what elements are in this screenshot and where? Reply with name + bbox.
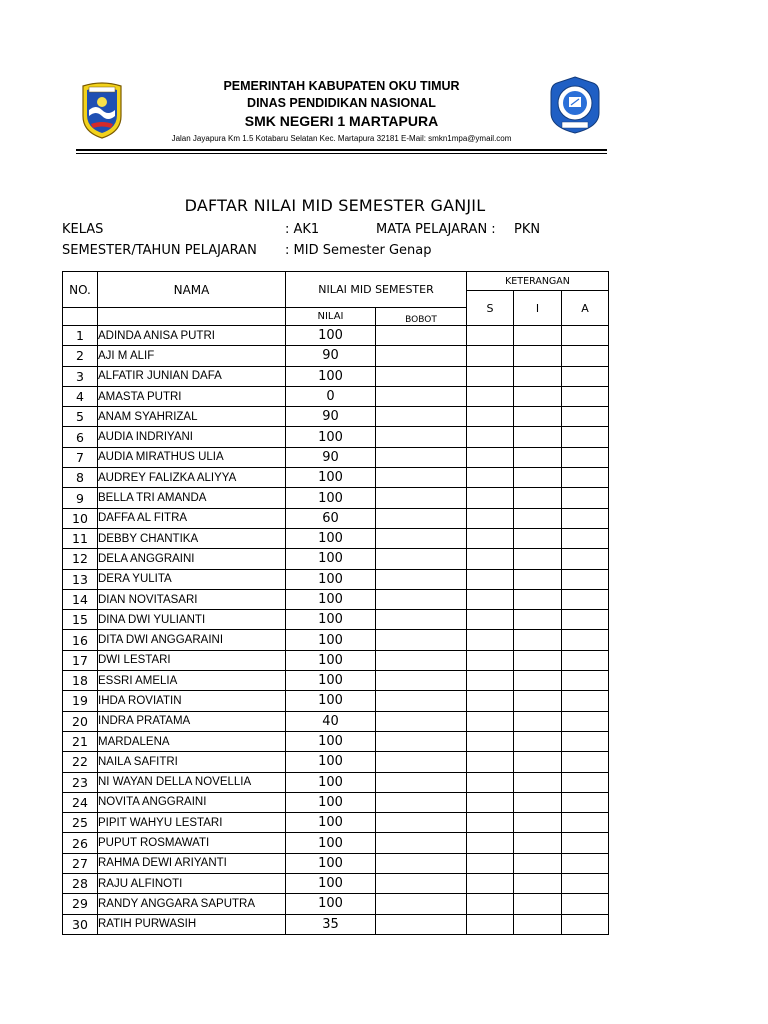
keterangan-a-cell xyxy=(562,427,609,447)
row-number: 19 xyxy=(63,691,98,711)
table-row xyxy=(63,346,609,366)
nilai-cell: 90 xyxy=(286,346,376,366)
table-row xyxy=(63,650,609,670)
bobot-cell xyxy=(376,711,467,731)
row-number: 7 xyxy=(63,447,98,467)
keterangan-s-cell xyxy=(467,853,514,873)
row-number: 14 xyxy=(63,589,98,609)
keterangan-a-cell xyxy=(562,549,609,569)
keterangan-i-cell xyxy=(514,630,562,650)
keterangan-s-cell xyxy=(467,711,514,731)
keterangan-s-cell xyxy=(467,752,514,772)
bobot-cell xyxy=(376,386,467,406)
nilai-cell: 100 xyxy=(286,671,376,691)
header-nilai: NILAI xyxy=(286,308,376,326)
nilai-cell: 100 xyxy=(286,366,376,386)
row-number: 20 xyxy=(63,711,98,731)
document-title: DAFTAR NILAI MID SEMESTER GANJIL xyxy=(184,196,486,215)
keterangan-s-cell xyxy=(467,508,514,528)
mata-pelajaran-label: MATA PELAJARAN : xyxy=(376,222,496,237)
keterangan-s-cell xyxy=(467,468,514,488)
student-name: NOVITA ANGGRAINI xyxy=(98,792,286,812)
keterangan-a-cell xyxy=(562,630,609,650)
row-number: 26 xyxy=(63,833,98,853)
nilai-cell: 100 xyxy=(286,772,376,792)
keterangan-a-cell xyxy=(562,447,609,467)
nilai-cell: 100 xyxy=(286,427,376,447)
header-bobot: BOBOT xyxy=(376,308,467,326)
row-number: 18 xyxy=(63,671,98,691)
student-name: INDRA PRATAMA xyxy=(98,711,286,731)
letterhead-department: DINAS PENDIDIKAN NASIONAL xyxy=(247,96,436,110)
keterangan-s-cell xyxy=(467,366,514,386)
nilai-cell: 100 xyxy=(286,630,376,650)
keterangan-i-cell xyxy=(514,671,562,691)
table-row xyxy=(63,508,609,528)
keterangan-a-cell xyxy=(562,874,609,894)
keterangan-i-cell xyxy=(514,508,562,528)
keterangan-i-cell xyxy=(514,792,562,812)
semester-value: : MID Semester Genap xyxy=(285,243,432,258)
bobot-cell xyxy=(376,650,467,670)
row-number: 9 xyxy=(63,488,98,508)
row-number: 28 xyxy=(63,874,98,894)
keterangan-a-cell xyxy=(562,894,609,914)
kelas-value: : AK1 xyxy=(285,222,320,237)
bobot-cell xyxy=(376,630,467,650)
student-name: AUDIA MIRATHUS ULIA xyxy=(98,447,286,467)
keterangan-a-cell xyxy=(562,813,609,833)
keterangan-s-cell xyxy=(467,650,514,670)
bobot-cell xyxy=(376,792,467,812)
keterangan-i-cell xyxy=(514,894,562,914)
bobot-cell xyxy=(376,407,467,427)
student-name: DELA ANGGRAINI xyxy=(98,549,286,569)
keterangan-i-cell xyxy=(514,914,562,934)
nilai-cell: 100 xyxy=(286,833,376,853)
bobot-cell xyxy=(376,528,467,548)
student-name: PIPIT WAHYU LESTARI xyxy=(98,813,286,833)
bobot-cell xyxy=(376,427,467,447)
nilai-cell: 35 xyxy=(286,914,376,934)
letterhead xyxy=(76,72,607,154)
student-name: ANAM SYAHRIZAL xyxy=(98,407,286,427)
table-row xyxy=(63,447,609,467)
grades-table xyxy=(62,271,609,935)
bobot-cell xyxy=(376,447,467,467)
keterangan-a-cell xyxy=(562,833,609,853)
keterangan-a-cell xyxy=(562,691,609,711)
keterangan-s-cell xyxy=(467,610,514,630)
bobot-cell xyxy=(376,671,467,691)
student-name: NAILA SAFITRI xyxy=(98,752,286,772)
table-row xyxy=(63,488,609,508)
keterangan-i-cell xyxy=(514,731,562,751)
row-number: 17 xyxy=(63,650,98,670)
letterhead-address: Jalan Jayapura Km 1.5 Kotabaru Selatan Kec. Martapura 32181 E-Mail: smkn1mpa@ymail.com xyxy=(171,134,512,143)
row-number: 25 xyxy=(63,813,98,833)
keterangan-i-cell xyxy=(514,813,562,833)
header-no: NO. xyxy=(63,272,98,308)
student-name: DINA DWI YULIANTI xyxy=(98,610,286,630)
table-row xyxy=(63,711,609,731)
keterangan-a-cell xyxy=(562,326,609,346)
mata-pelajaran-value: PKN xyxy=(514,222,541,237)
nilai-cell: 100 xyxy=(286,813,376,833)
bobot-cell xyxy=(376,366,467,386)
student-name: DITA DWI ANGGARAINI xyxy=(98,630,286,650)
keterangan-a-cell xyxy=(562,610,609,630)
student-name: RAHMA DEWI ARIYANTI xyxy=(98,853,286,873)
nilai-cell: 100 xyxy=(286,468,376,488)
row-number: 15 xyxy=(63,610,98,630)
nilai-cell: 40 xyxy=(286,711,376,731)
keterangan-a-cell xyxy=(562,488,609,508)
keterangan-i-cell xyxy=(514,488,562,508)
row-number: 24 xyxy=(63,792,98,812)
keterangan-i-cell xyxy=(514,326,562,346)
keterangan-i-cell xyxy=(514,772,562,792)
bobot-cell xyxy=(376,833,467,853)
student-name: IHDA ROVIATIN xyxy=(98,691,286,711)
row-number: 16 xyxy=(63,630,98,650)
nilai-cell: 100 xyxy=(286,792,376,812)
row-number: 21 xyxy=(63,731,98,751)
table-row xyxy=(63,630,609,650)
nilai-cell: 0 xyxy=(286,386,376,406)
row-number: 2 xyxy=(63,346,98,366)
keterangan-s-cell xyxy=(467,792,514,812)
table-row xyxy=(63,528,609,548)
nilai-cell: 100 xyxy=(286,589,376,609)
student-name: PUPUT ROSMAWATI xyxy=(98,833,286,853)
school-emblem-logo xyxy=(549,75,601,135)
row-number: 29 xyxy=(63,894,98,914)
header-s: S xyxy=(467,291,514,326)
student-name: ESSRI AMELIA xyxy=(98,671,286,691)
keterangan-a-cell xyxy=(562,711,609,731)
keterangan-s-cell xyxy=(467,427,514,447)
keterangan-i-cell xyxy=(514,366,562,386)
row-number: 6 xyxy=(63,427,98,447)
table-row xyxy=(63,326,609,346)
table-row xyxy=(63,366,609,386)
row-number: 23 xyxy=(63,772,98,792)
row-number: 8 xyxy=(63,468,98,488)
keterangan-s-cell xyxy=(467,488,514,508)
letterhead-school-name: SMK NEGERI 1 MARTAPURA xyxy=(244,113,439,129)
keterangan-s-cell xyxy=(467,630,514,650)
row-number: 10 xyxy=(63,508,98,528)
student-name: DIAN NOVITASARI xyxy=(98,589,286,609)
keterangan-s-cell xyxy=(467,731,514,751)
table-row xyxy=(63,813,609,833)
table-row xyxy=(63,752,609,772)
nilai-cell: 100 xyxy=(286,894,376,914)
table-row xyxy=(63,772,609,792)
row-number: 27 xyxy=(63,853,98,873)
nilai-cell: 90 xyxy=(286,447,376,467)
row-number: 22 xyxy=(63,752,98,772)
table-row xyxy=(63,569,609,589)
bobot-cell xyxy=(376,813,467,833)
keterangan-a-cell xyxy=(562,366,609,386)
header-i: I xyxy=(514,291,562,326)
keterangan-a-cell xyxy=(562,468,609,488)
keterangan-i-cell xyxy=(514,569,562,589)
student-name: AUDIA INDRIYANI xyxy=(98,427,286,447)
bobot-cell xyxy=(376,468,467,488)
bobot-cell xyxy=(376,346,467,366)
keterangan-a-cell xyxy=(562,569,609,589)
bobot-cell xyxy=(376,874,467,894)
nilai-cell: 100 xyxy=(286,569,376,589)
table-row xyxy=(63,853,609,873)
header-nama: NAMA xyxy=(98,272,286,308)
nilai-cell: 60 xyxy=(286,508,376,528)
keterangan-s-cell xyxy=(467,874,514,894)
table-row xyxy=(63,792,609,812)
semester-label: SEMESTER/TAHUN PELAJARAN xyxy=(62,243,257,258)
keterangan-i-cell xyxy=(514,447,562,467)
row-number: 4 xyxy=(63,386,98,406)
letterhead-rule-thin xyxy=(76,153,607,154)
nilai-cell: 100 xyxy=(286,691,376,711)
header-a: A xyxy=(562,291,609,326)
keterangan-i-cell xyxy=(514,528,562,548)
row-number: 13 xyxy=(63,569,98,589)
keterangan-s-cell xyxy=(467,691,514,711)
keterangan-a-cell xyxy=(562,853,609,873)
keterangan-i-cell xyxy=(514,468,562,488)
keterangan-a-cell xyxy=(562,386,609,406)
nilai-cell: 100 xyxy=(286,731,376,751)
keterangan-a-cell xyxy=(562,772,609,792)
kelas-label: KELAS xyxy=(62,222,104,237)
keterangan-s-cell xyxy=(467,813,514,833)
nilai-cell: 90 xyxy=(286,407,376,427)
row-number: 12 xyxy=(63,549,98,569)
keterangan-s-cell xyxy=(467,386,514,406)
nilai-cell: 100 xyxy=(286,853,376,873)
keterangan-i-cell xyxy=(514,853,562,873)
row-number: 1 xyxy=(63,326,98,346)
row-number: 3 xyxy=(63,366,98,386)
row-number: 30 xyxy=(63,914,98,934)
keterangan-i-cell xyxy=(514,386,562,406)
keterangan-a-cell xyxy=(562,792,609,812)
table-row xyxy=(63,731,609,751)
keterangan-i-cell xyxy=(514,589,562,609)
keterangan-i-cell xyxy=(514,610,562,630)
keterangan-a-cell xyxy=(562,650,609,670)
header-no-spacer xyxy=(63,308,98,326)
bobot-cell xyxy=(376,772,467,792)
row-number: 5 xyxy=(63,407,98,427)
bobot-cell xyxy=(376,853,467,873)
nilai-cell: 100 xyxy=(286,326,376,346)
nilai-cell: 100 xyxy=(286,549,376,569)
keterangan-s-cell xyxy=(467,407,514,427)
student-name: DERA YULITA xyxy=(98,569,286,589)
bobot-cell xyxy=(376,691,467,711)
keterangan-i-cell xyxy=(514,752,562,772)
keterangan-i-cell xyxy=(514,874,562,894)
header-nama-spacer xyxy=(98,308,286,326)
bobot-cell xyxy=(376,549,467,569)
table-row xyxy=(63,468,609,488)
student-name: ADINDA ANISA PUTRI xyxy=(98,326,286,346)
nilai-cell: 100 xyxy=(286,650,376,670)
student-name: DEBBY CHANTIKA xyxy=(98,528,286,548)
keterangan-a-cell xyxy=(562,731,609,751)
keterangan-s-cell xyxy=(467,549,514,569)
keterangan-s-cell xyxy=(467,914,514,934)
letterhead-rule-thick xyxy=(76,149,607,151)
keterangan-i-cell xyxy=(514,346,562,366)
table-row xyxy=(63,549,609,569)
student-name: ALFATIR JUNIAN DAFA xyxy=(98,366,286,386)
bobot-cell xyxy=(376,752,467,772)
row-number: 11 xyxy=(63,528,98,548)
keterangan-s-cell xyxy=(467,833,514,853)
keterangan-a-cell xyxy=(562,752,609,772)
letterhead-government: PEMERINTAH KABUPATEN OKU TIMUR xyxy=(223,79,460,93)
keterangan-a-cell xyxy=(562,346,609,366)
student-name: RANDY ANGGARA SAPUTRA xyxy=(98,894,286,914)
table-row xyxy=(63,610,609,630)
bobot-cell xyxy=(376,894,467,914)
table-row xyxy=(63,427,609,447)
student-name: DAFFA AL FITRA xyxy=(98,508,286,528)
keterangan-a-cell xyxy=(562,914,609,934)
nilai-cell: 100 xyxy=(286,752,376,772)
table-row xyxy=(63,407,609,427)
bobot-cell xyxy=(376,326,467,346)
keterangan-i-cell xyxy=(514,549,562,569)
table-row xyxy=(63,914,609,934)
header-nilai-mid-semester: NILAI MID SEMESTER xyxy=(286,272,467,308)
bobot-cell xyxy=(376,731,467,751)
student-name: AMASTA PUTRI xyxy=(98,386,286,406)
keterangan-a-cell xyxy=(562,589,609,609)
table-row xyxy=(63,833,609,853)
table-row xyxy=(63,386,609,406)
keterangan-a-cell xyxy=(562,407,609,427)
keterangan-i-cell xyxy=(514,407,562,427)
keterangan-s-cell xyxy=(467,346,514,366)
table-row xyxy=(63,874,609,894)
keterangan-i-cell xyxy=(514,650,562,670)
nilai-cell: 100 xyxy=(286,874,376,894)
keterangan-a-cell xyxy=(562,508,609,528)
header-keterangan: KETERANGAN xyxy=(467,272,609,291)
student-name: RAJU ALFINOTI xyxy=(98,874,286,894)
bobot-cell xyxy=(376,914,467,934)
keterangan-s-cell xyxy=(467,447,514,467)
bobot-cell xyxy=(376,610,467,630)
student-name: DWI LESTARI xyxy=(98,650,286,670)
keterangan-a-cell xyxy=(562,671,609,691)
keterangan-i-cell xyxy=(514,711,562,731)
keterangan-s-cell xyxy=(467,528,514,548)
bobot-cell xyxy=(376,488,467,508)
table-row xyxy=(63,671,609,691)
keterangan-i-cell xyxy=(514,833,562,853)
nilai-cell: 100 xyxy=(286,610,376,630)
bobot-cell xyxy=(376,508,467,528)
keterangan-i-cell xyxy=(514,427,562,447)
keterangan-s-cell xyxy=(467,772,514,792)
student-name: AJI M ALIF xyxy=(98,346,286,366)
keterangan-s-cell xyxy=(467,569,514,589)
student-name: AUDREY FALIZKA ALIYYA xyxy=(98,468,286,488)
keterangan-s-cell xyxy=(467,671,514,691)
keterangan-s-cell xyxy=(467,326,514,346)
keterangan-s-cell xyxy=(467,589,514,609)
student-name: NI WAYAN DELLA NOVELLIA xyxy=(98,772,286,792)
keterangan-i-cell xyxy=(514,691,562,711)
bobot-cell xyxy=(376,589,467,609)
nilai-cell: 100 xyxy=(286,488,376,508)
table-row xyxy=(63,691,609,711)
nilai-cell: 100 xyxy=(286,528,376,548)
student-name: RATIH PURWASIH xyxy=(98,914,286,934)
student-name: MARDALENA xyxy=(98,731,286,751)
table-row xyxy=(63,894,609,914)
bobot-cell xyxy=(376,569,467,589)
student-name: BELLA TRI AMANDA xyxy=(98,488,286,508)
keterangan-s-cell xyxy=(467,894,514,914)
keterangan-a-cell xyxy=(562,528,609,548)
table-row xyxy=(63,589,609,609)
